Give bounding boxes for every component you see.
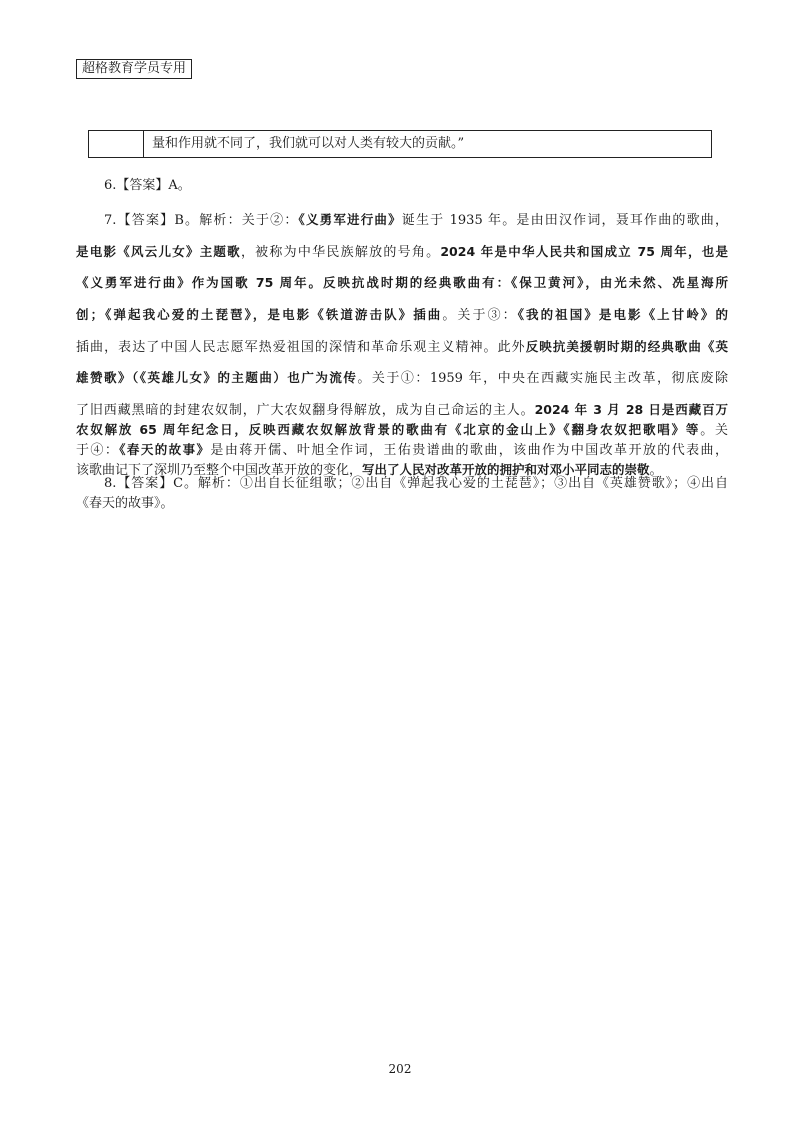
answer-7-line: 7.【答案】B。解析：关于②：《义勇军进行曲》诞生于 1935 年。是由田汉作词，聂耳作曲的歌曲， <box>104 212 728 228</box>
answer-7-line: 了旧西藏黑暗的封建农奴制，广大农奴翻身得解放，成为自己命运的主人。2024 年 3 月 28 日是西藏百万 <box>76 402 728 418</box>
table-empty-cell <box>89 131 144 157</box>
answer-7-line: 《义勇军进行曲》作为国歌 75 周年。反映抗战时期的经典歌曲有：《保卫黄河》，由光未然、冼星海所 <box>76 275 728 290</box>
student-only-badge: 超格教育学员专用 <box>76 59 192 79</box>
answer-7-line: 创；《弹起我心爱的土琵琶》，是电影《铁道游击队》插曲。关于③：《我的祖国》是电影《上甘岭》的 <box>76 307 728 323</box>
answer-7-line: 该歌曲记下了深圳乃至整个中国改革开放的变化，写出了人民对改革开放的拥护和对邓小平同志的崇敬。 <box>76 462 663 478</box>
page-number: 202 <box>388 1062 412 1076</box>
answer-7-line: 是电影《风云儿女》主题歌，被称为中华民族解放的号角。2024 年是中华人民共和国成立 75 周年，也是 <box>76 244 728 260</box>
answer-7-line: 于④：《春天的故事》是由蒋开儒、叶旭全作词，王佑贵谱曲的歌曲，该曲作为中国改革开放的代表曲， <box>76 442 728 458</box>
answer-8-line: 8.【答案】C。解析：①出自长征组歌；②出自《弹起我心爱的土琵琶》；③出自《英雄赞歌》；④出自 <box>104 476 728 491</box>
table-text-cell: 量和作用就不同了，我们就可以对人类有较大的贡献。” <box>152 136 465 151</box>
answer-8-line: 《春天的故事》。 <box>76 496 174 511</box>
table-fragment <box>88 130 712 158</box>
answer-7-line: 雄赞歌》（《英雄儿女》的主题曲）也广为流传。关于①：1959 年，中央在西藏实施民主改革，彻底废除 <box>76 370 728 386</box>
answer-7-line: 农奴解放 65 周年纪念日，反映西藏农奴解放背景的歌曲有《北京的金山上》《翻身农奴把歌唱》等。关 <box>76 422 728 438</box>
answer-7-line: 插曲，表达了中国人民志愿军热爱祖国的深情和革命乐观主义精神。此外反映抗美援朝时期的经典歌曲《英 <box>76 339 728 355</box>
answer-6-text: 6.【答案】A。 <box>104 178 191 193</box>
answer-6 <box>104 174 756 193</box>
